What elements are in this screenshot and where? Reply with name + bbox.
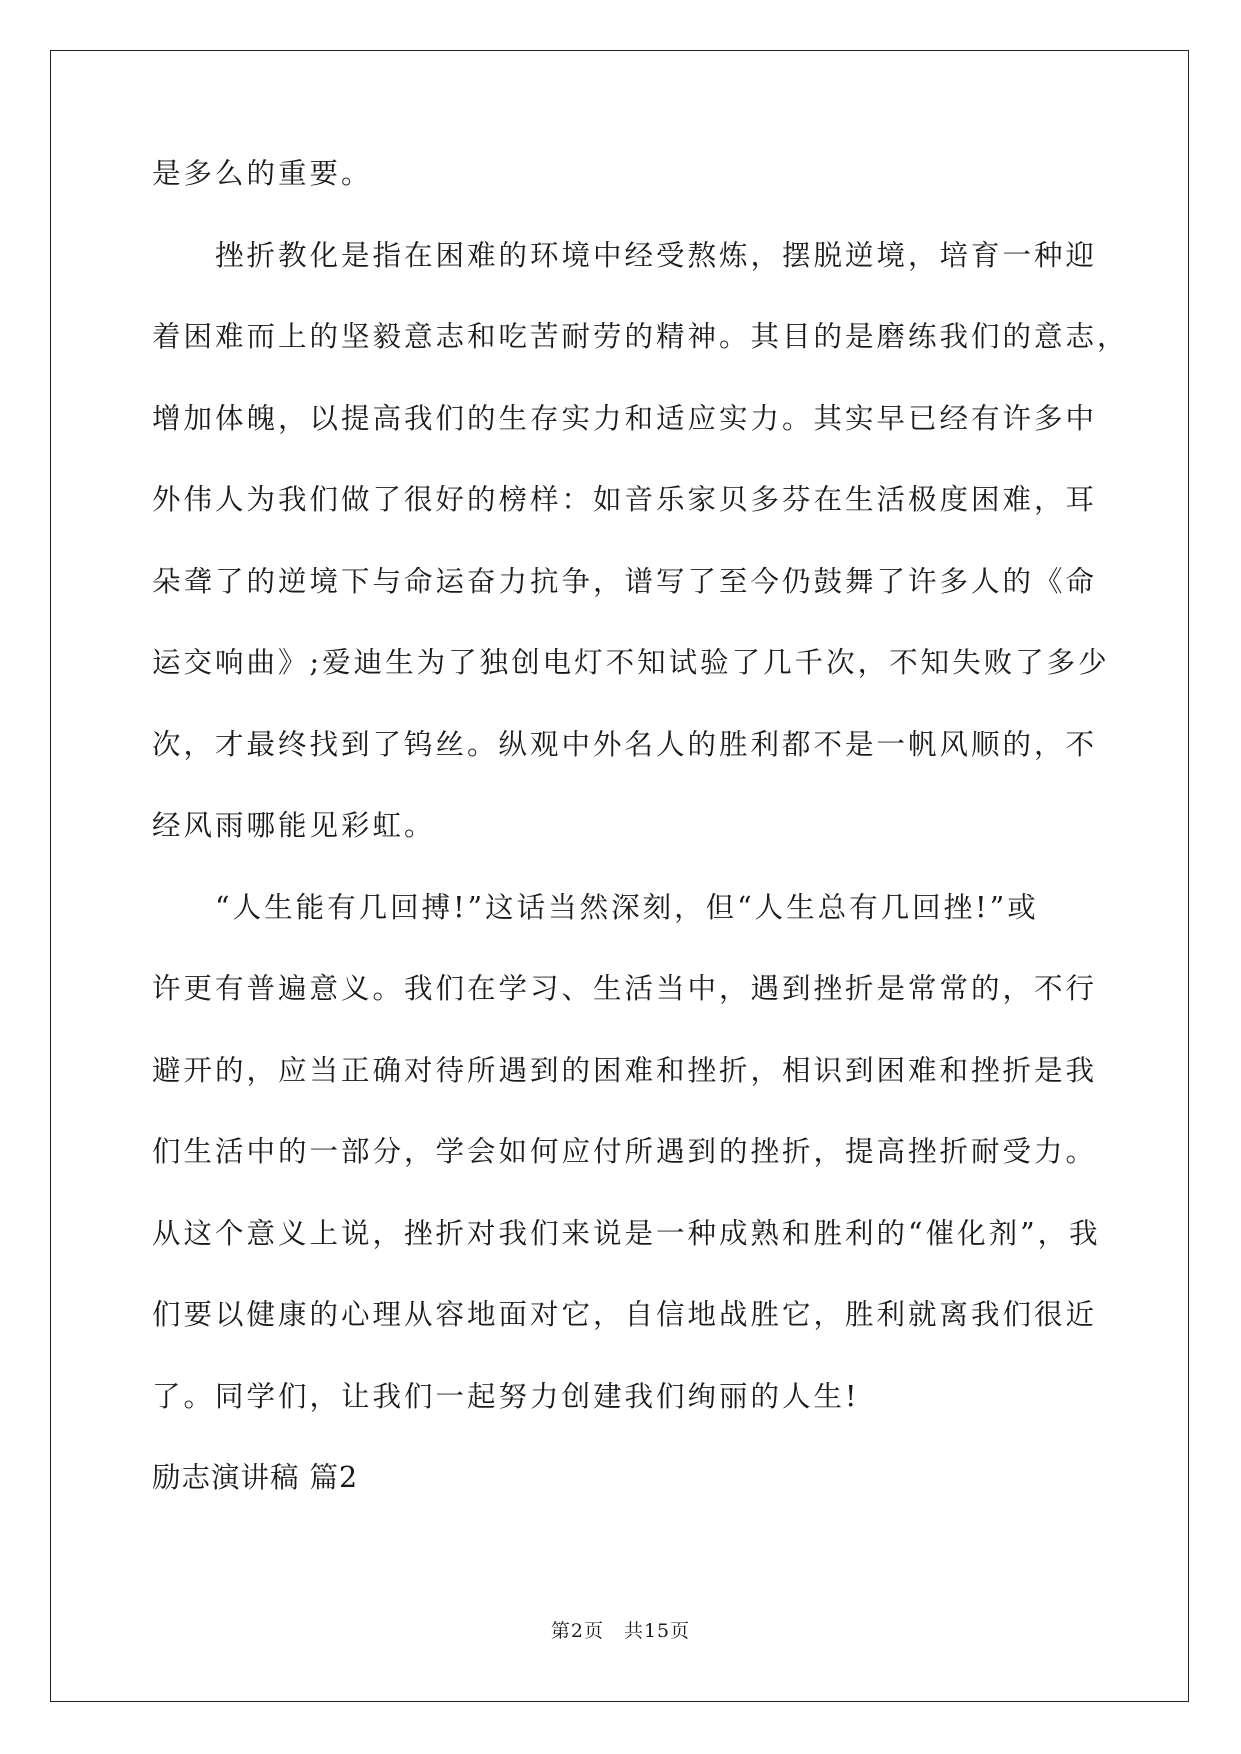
text-line: 许更有普遍意义。我们在学习、生活当中，遇到挫折是常常的，不行 [152, 972, 1098, 1005]
text-line: 运交响曲》;爱迪生为了独创电灯不知试验了几千次，不知失败了多少 [152, 646, 1110, 679]
text-line: 增加体魄，以提高我们的生存实力和适应实力。其实早已经有许多中 [152, 401, 1098, 435]
text-line: 外伟人为我们做了很好的榜样：如音乐家贝多芬在生活极度困难，耳 [152, 483, 1098, 516]
section-heading: 励志演讲稿 篇2 [152, 1461, 359, 1494]
text-line: 避开的，应当正确对待所遇到的困难和挫折，相识到困难和挫折是我 [152, 1053, 1098, 1087]
text-line: 了。同学们，让我们一起努力创建我们绚丽的人生! [152, 1379, 860, 1413]
text-line: 次，才最终找到了钨丝。纵观中外名人的胜利都不是一帆风顺的，不 [152, 727, 1098, 761]
text-line: 挫折教化是指在困难的环境中经受熬炼，摆脱逆境，培育一种迎 [152, 238, 1098, 272]
text-line: 着困难而上的坚毅意志和吃苦耐劳的精神。其目的是磨练我们的意志， [152, 320, 1129, 353]
text-line: 是多么的重要。 [152, 157, 373, 190]
text-line: 们要以健康的心理从容地面对它，自信地战胜它，胜利就离我们很近 [152, 1298, 1098, 1331]
document-body [152, 157, 1129, 1494]
text-line: 从这个意义上说，挫折对我们来说是一种成熟和胜利的“催化剂”，我 [152, 1216, 1101, 1250]
text-line: “人生能有几回搏!”这话当然深刻，但“人生总有几回挫!”或 [152, 890, 1039, 924]
text-line: 们生活中的一部分，学会如何应付所遇到的挫折，提高挫折耐受力。 [152, 1135, 1098, 1168]
page-number-footer: 第2页 共15页 [550, 1620, 691, 1642]
text-line: 朵聋了的逆境下与命运奋力抗争，谱写了至今仍鼓舞了许多人的《命 [152, 564, 1098, 598]
text-line: 经风雨哪能见彩虹。 [152, 809, 436, 842]
